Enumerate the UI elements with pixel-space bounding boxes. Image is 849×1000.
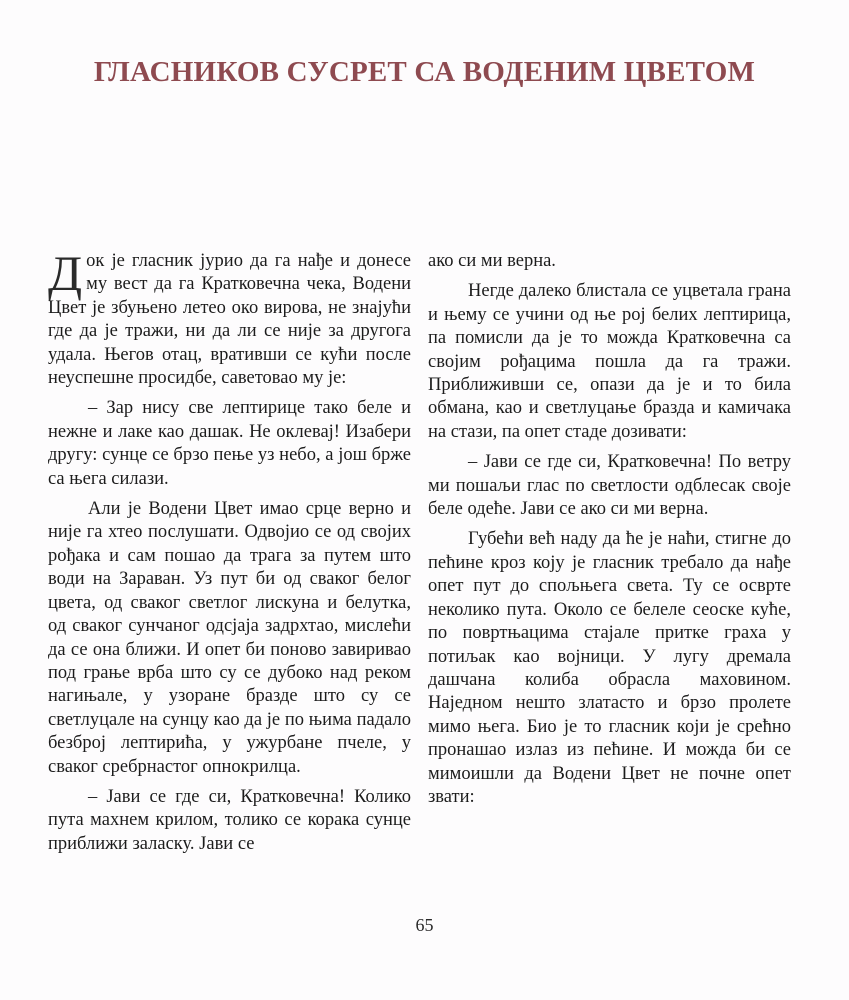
paragraph: ако си ми верна. bbox=[428, 251, 556, 271]
page-number: 65 bbox=[415, 915, 434, 935]
paragraph: – Јави се где си, Кратковечна! По ветру ми пошаљи глас по светлости одблесак своје беле одеће. Јави се ако си ми верна. bbox=[428, 452, 791, 520]
right-column bbox=[428, 250, 791, 809]
paragraph-text: ок је гласник јурио да га нађе и донесе му вест да га Кратковечна чека, Водени Цвет је збуњено летео око вирова, не знајући где да је тражи, ни да ли се није за другога удала. Његов отац, вративши се кући после неуспешне просидбе, саветовао му је: bbox=[48, 251, 411, 389]
paragraph: Негде далеко блистала се уцветала грана и њему се учини од ње рој белих лептирица, па помисли да је то можда Кратковечна са својим рођацима пошла да га тражи. Приближивши се, опази да је и то била обмана, као и светлуцање бразда и камичака на стази, па опет стаде дозивати: bbox=[428, 281, 791, 442]
left-column bbox=[48, 245, 411, 856]
paragraph: – Јави се где си, Кратковечна! Колико пута махнем крилом, толико се корака сунце приближи заласку. Јави се bbox=[48, 786, 411, 854]
paragraph: Али је Водени Цвет имао срце верно и није га хтео послушати. Одвојио се од својих рођака и сам пошао да трага за путем што води на Зараван. Уз пут би од сваког белог цвета, од сваког светлог лискуна и белутка, од сваког сунчаног одсјаја задрхтао, мислећи да се она ближи. И опет би поново завиривао под грање врба што су се дубоко над реком нагињале, у узоране бразде што су се светлуцале на сунцу као да је по њима падало безброј лептирића, у ужурбане пчеле, у сваког сребрнастог опнокрилца. bbox=[48, 499, 411, 777]
drop-cap: Д bbox=[48, 245, 83, 301]
paragraph: Губећи већ наду да ће је наћи, стигне до пећине кроз коју је гласник требало да нађе опет пут до спољњега света. Ту се осврте неколико пута. Около се белеле сеоске куће, по повртњацима стајале притке граха у потиљак као војници. У лугу дремала дашчана колиба обрасла маховином. Наједном нешто златасто и брзо пролете мимо њега. Био је то гласник који је срећно пронашао излаз из пећине. И можда би се мимоишли да Водени Цвет не почне опет звати: bbox=[428, 529, 791, 807]
chapter-title: ГЛАСНИКОВ СУСРЕТ СА ВОДЕНИМ ЦВЕТОМ bbox=[93, 56, 756, 88]
paragraph bbox=[48, 245, 411, 390]
paragraph: – Зар нису све лептирице тако беле и нежне и лаке као дашак. Не оклевај! Изабери другу: сунце се брзо пење уз небо, а још брже са њега силази. bbox=[48, 398, 411, 489]
